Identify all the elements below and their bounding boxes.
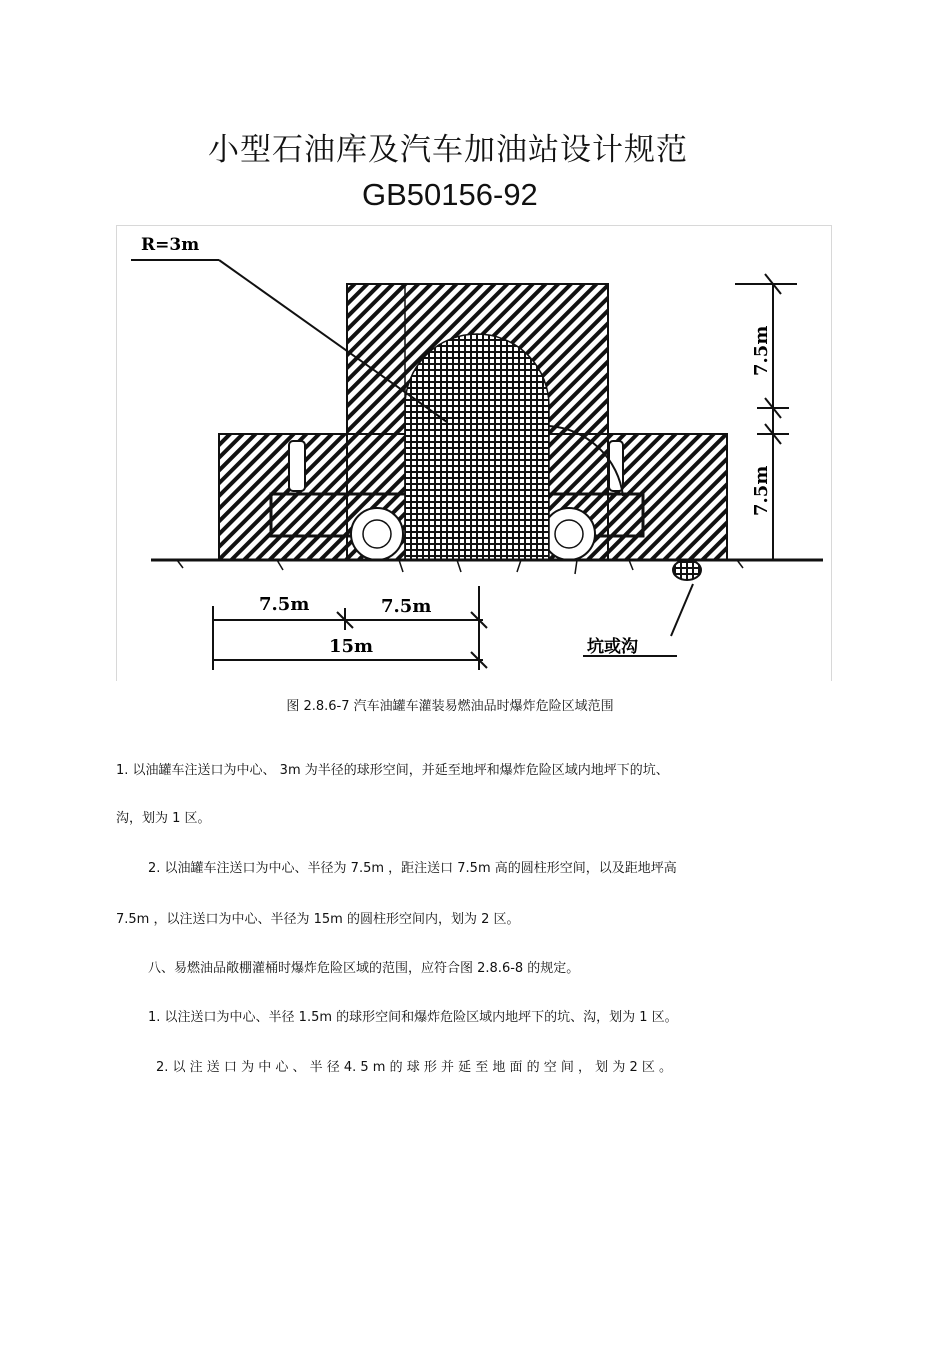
standard-code: GB50156-92	[362, 177, 538, 212]
pit	[673, 560, 701, 580]
figure-caption: 图 2.8.6-7 汽车油罐车灌装易燃油品时爆炸危险区域范围	[286, 699, 614, 714]
document-title: 小型石油库及汽车加油站设计规范	[208, 132, 688, 168]
hazard-zone-figure	[116, 225, 832, 681]
paragraph-line: 沟，划为 1 区。	[116, 811, 211, 826]
zone-1-region	[405, 334, 549, 560]
pit-label: 坑或沟	[587, 637, 638, 657]
hazard-zone-diagram	[117, 226, 833, 682]
height-upper-label: 7.5m	[751, 325, 772, 376]
width-right-label: 7.5m	[381, 596, 432, 617]
paragraph-line: 2. 以油罐车注送口为中心、半径为 7.5m ，距注送口 7.5m 高的圆柱形空间，以及距地坪高	[148, 861, 677, 876]
paragraph-line: 1. 以油罐车注送口为中心、 3m 为半径的球形空间，并延至地坪和爆炸危险区域内地坪下的坑、	[116, 763, 669, 778]
paragraph-line: 八、易燃油品敞棚灌桶时爆炸危险区域的范围，应符合图 2.8.6-8 的规定。	[148, 961, 580, 976]
paragraph-line: 1. 以注送口为中心、半径 1.5m 的球形空间和爆炸危险区域内地坪下的坑、沟，划为 1 区。	[148, 1010, 678, 1025]
paragraph-line: 7.5m ，以注送口为中心、半径为 15m 的圆柱形空间内，划为 2 区。	[116, 912, 520, 927]
width-left-label: 7.5m	[259, 594, 310, 615]
paragraph-line: 2. 以 注 送 口 为 中 心 、 半 径 4. 5 m 的 球 形 并 延 至 地 面 的 空 间 ， 划 为 2 区 。	[156, 1060, 672, 1075]
width-total-label: 15m	[329, 636, 374, 657]
height-lower-label: 7.5m	[751, 465, 772, 516]
radius-label: R=3m	[141, 235, 200, 255]
